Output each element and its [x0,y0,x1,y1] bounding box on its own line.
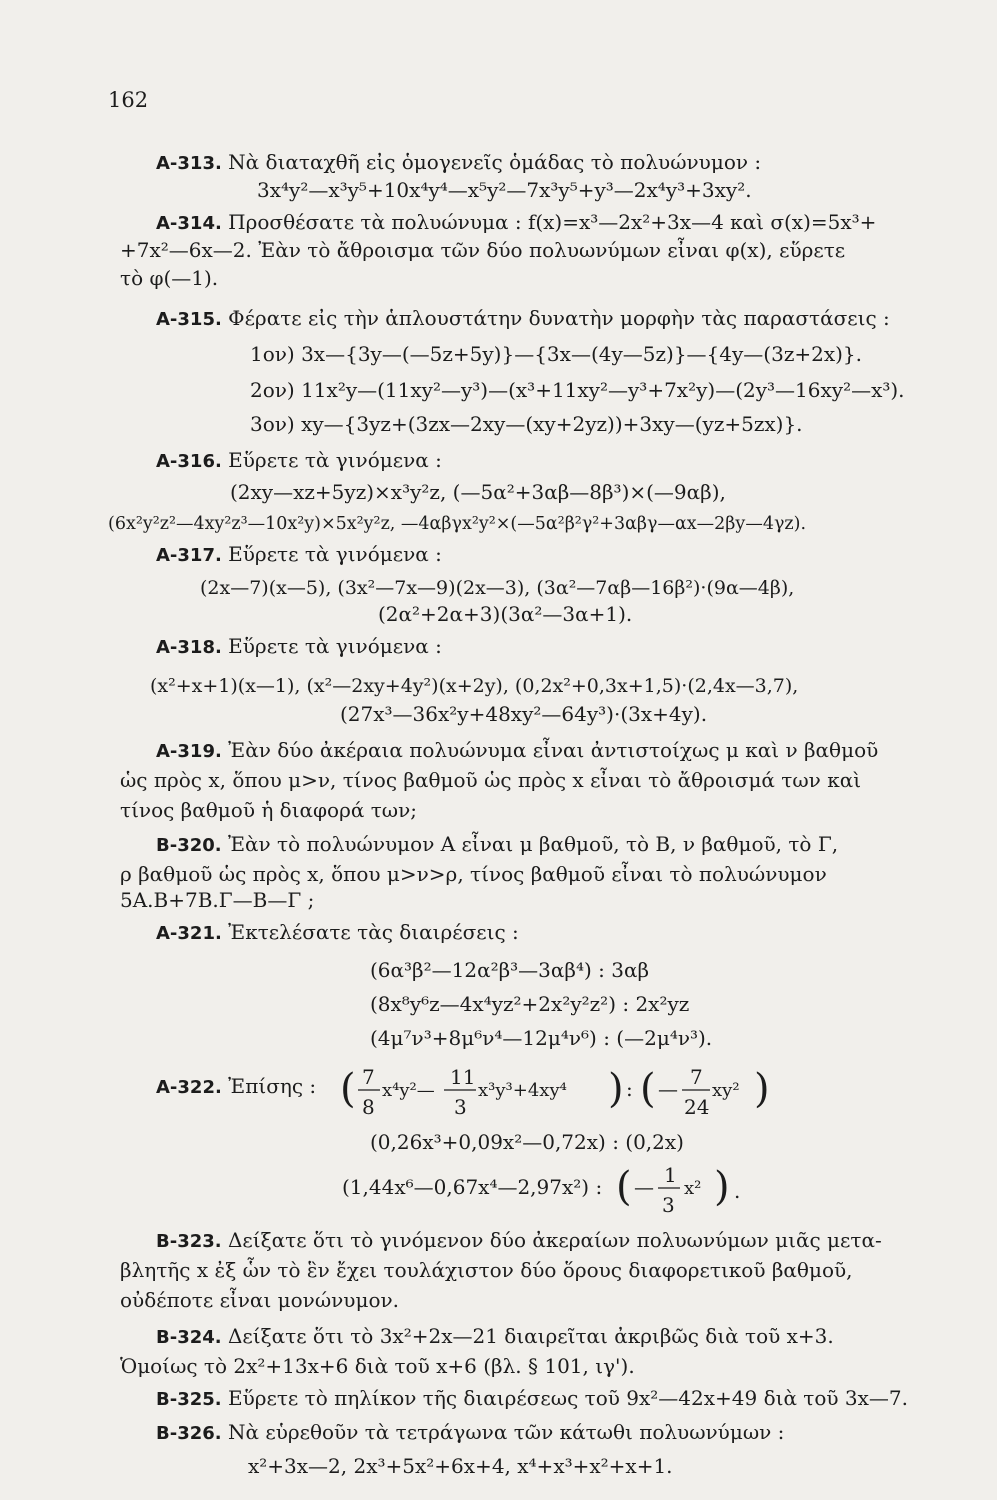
problem-expression: (6x²y²z²—4xy²z³—10x²y)×5x²y²z, —4αβγx²y²×(—5α²β²γ²+3αβγ—αx—2βy—4γz). [108,514,807,534]
page-number: 162 [108,88,149,112]
problem-text: τίνος βαθμοῦ ἡ διαφορά των; [120,798,417,822]
problem-text: Εὕρετε τὸ πηλίκον τῆς διαιρέσεως τοῦ 9x²—42x+49 διὰ τοῦ 3x—7. [227,1386,909,1410]
problem-text: 5Α.Β+7Β.Γ—Β—Γ ; [120,888,315,912]
problem-A-318 [156,634,442,660]
problem-B-324 [156,1324,834,1350]
open-paren: ( [640,1066,656,1112]
problem-text: Ἐὰν τὸ πολυώνυμον Α εἶναι μ βαθμοῦ, τὸ Β, ν βαθμοῦ, τὸ Γ, [227,832,839,856]
problem-A-319 [156,738,878,764]
problem-text: +7x²—6x—2. Ἐὰν τὸ ἄθροισμα τῶν δύο πολυωνύμων εἶναι φ(x), εὕρετε [120,238,846,262]
problem-label: A-316. [156,451,222,472]
problem-expression: (0,26x³+0,09x²—0,72x) : (0,2x) [370,1130,684,1154]
problem-A-313 [156,150,761,176]
problem-A-322 [156,1074,316,1100]
problem-expression: (2α²+2α+3)(3α²—3α+1). [378,602,633,626]
problem-expression: (27x³—36x²y+48xy²—64y³)·(3x+4y). [340,702,708,726]
fraction-numerator: 7 [690,1065,703,1089]
problem-label: B-326. [156,1423,222,1444]
problem-B-326 [156,1420,784,1446]
fraction-numerator: 1 [664,1163,677,1187]
problem-text: Ἐπίσης : [228,1074,317,1098]
problem-label: B-323. [156,1231,222,1252]
fraction-expression-3 [340,1156,780,1220]
fraction-denominator: 3 [454,1095,467,1119]
problem-expression: x²+3x—2, 2x³+5x²+6x+4, x⁴+x³+x²+x+1. [248,1454,673,1478]
problem-expression: (2x—7)(x—5), (3x²—7x—9)(2x—3), (3α²—7αβ—16β²)·(9α—4β), [200,577,795,599]
problem-A-316 [156,448,442,474]
term-text: x² [684,1178,702,1199]
problem-text: βλητῆς x ἐξ ὧν τὸ ἓν ἔχει τουλάχιστον δύο ὅρους διαφορετικοῦ βαθμοῦ, [120,1258,853,1282]
problem-expression: (4μ⁷ν³+8μ⁶ν⁴—12μ⁴ν⁶) : (—2μ⁴ν³). [370,1026,713,1050]
problem-text: Δείξατε ὅτι τὸ γινόμενον δύο ἀκεραίων πολυωνύμων μιᾶς μετα- [227,1228,882,1252]
problem-label: A-318. [156,637,222,658]
close-paren: ) [714,1164,730,1210]
problem-label: A-322. [156,1077,222,1098]
fraction-denominator: 8 [362,1095,375,1119]
problem-B-325 [156,1386,908,1412]
problem-expression: (6α³β²—12α²β³—3αβ⁴) : 3αβ [370,958,650,982]
problem-text: Ἐὰν δύο ἀκέραια πολυώνυμα εἶναι ἀντιστοίχως μ καὶ ν βαθμοῦ [228,738,879,762]
problem-B-323 [156,1228,882,1254]
problem-label: A-321. [156,923,222,944]
problem-label: A-317. [156,545,222,566]
close-paren: ) [754,1066,770,1112]
problem-label: A-315. [156,309,222,330]
problem-label: A-314. [156,213,222,234]
problem-expression: (x²+x+1)(x—1), (x²—2xy+4y²)(x+2y), (0,2x²+0,3x+1,5)·(2,4x—3,7), [150,675,799,697]
problem-label: A-313. [156,153,222,174]
problem-B-320 [156,832,838,858]
problem-A-314 [156,210,876,236]
fraction-denominator: 24 [684,1095,710,1119]
problem-label: B-320. [156,835,222,856]
fraction-denominator: 3 [662,1193,675,1217]
problem-text: Φέρατε εἰς τὴν ἁπλουστάτην δυνατὴν μορφὴν τὰς παραστάσεις : [228,306,890,330]
problem-text: οὐδέποτε εἶναι μονώνυμον. [120,1288,400,1312]
problem-expression: 2ον) 11x²y—(11xy²—y³)—(x³+11xy²—y³+7x²y)—(2y³—16xy²—x³). [250,378,905,402]
close-paren: ) [608,1066,624,1112]
problem-text: Εὕρετε τὰ γινόμενα : [228,634,442,658]
problem-text: ρ βαθμοῦ ὡς πρὸς x, ὅπου μ>ν>ρ, τίνος βαθμοῦ εἶναι τὸ πολυώνυμον [120,862,827,886]
problem-expression: 3x⁴y²—x³y⁵+10x⁴y⁴—x⁵y²—7x³y⁵+y³—2x⁴y³+3xy². [257,178,752,202]
problem-text: Ἐκτελέσατε τὰς διαιρέσεις : [228,920,519,944]
problem-label: B-325. [156,1389,222,1410]
fraction-expression-1 [340,1058,780,1122]
problem-label: A-319. [156,741,222,762]
problem-A-315 [156,306,890,332]
problem-text: Δείξατε ὅτι τὸ 3x²+2x—21 διαιρεῖται ἀκριβῶς διὰ τοῦ x+3. [227,1324,834,1348]
problem-text: τὸ φ(—1). [120,266,219,290]
problem-text: Νὰ διαταχθῆ εἰς ὁμογενεῖς ὁμάδας τὸ πολυώνυμον : [228,150,762,174]
open-paren: ( [616,1164,632,1210]
problem-expression: 3ον) xy—{3yz+(3zx—2xy—(xy+2yz))+3xy—(yz+5zx)}. [250,412,803,436]
fraction-numerator: 7 [362,1065,375,1089]
problem-text: Νὰ εὑρεθοῦν τὰ τετράγωνα τῶν κάτωθι πολυωνύμων : [227,1420,785,1444]
problem-expression: (8x⁸y⁶z—4x⁴yz²+2x²y²z²) : 2x²yz [370,992,690,1016]
term-text: x³y³+4xy⁴ [478,1080,567,1101]
period: . [734,1179,741,1203]
problem-text: Εὕρετε τὰ γινόμενα : [228,448,442,472]
minus-sign: — [634,1175,654,1199]
problem-label: B-324. [156,1327,222,1348]
problem-A-321 [156,920,519,946]
problem-text: Προσθέσατε τὰ πολυώνυμα : f(x)=x³—2x²+3x—4 καὶ σ(x)=5x³+ [228,210,877,234]
division-sign: : [626,1077,633,1101]
problem-A-317 [156,542,442,568]
term-text: xy² [712,1080,740,1101]
term-text: x⁴y²— [382,1080,435,1101]
fraction-numerator: 11 [450,1065,476,1089]
problem-text: Ὁμοίως τὸ 2x²+13x+6 διὰ τοῦ x+6 (βλ. § 101, ιγ'). [120,1354,635,1378]
problem-text: Εὕρετε τὰ γινόμενα : [228,542,442,566]
problem-expression: 1ον) 3x—{3y—(—5z+5y)}—{3x—(4y—5z)}—{4y—(3z+2x)}. [250,342,863,366]
problem-expression: (2xy—xz+5yz)×x³y²z, (—5α²+3αβ—8β³)×(—9αβ), [230,480,726,504]
problem-text: ὡς πρὸς x, ὅπου μ>ν, τίνος βαθμοῦ ὡς πρὸς x εἶναι τὸ ἄθροισμά των καὶ [120,768,862,792]
minus-sign: — [658,1077,678,1101]
open-paren: ( [340,1066,356,1112]
term-text: (1,44x⁶—0,67x⁴—2,97x²) : [342,1175,603,1199]
